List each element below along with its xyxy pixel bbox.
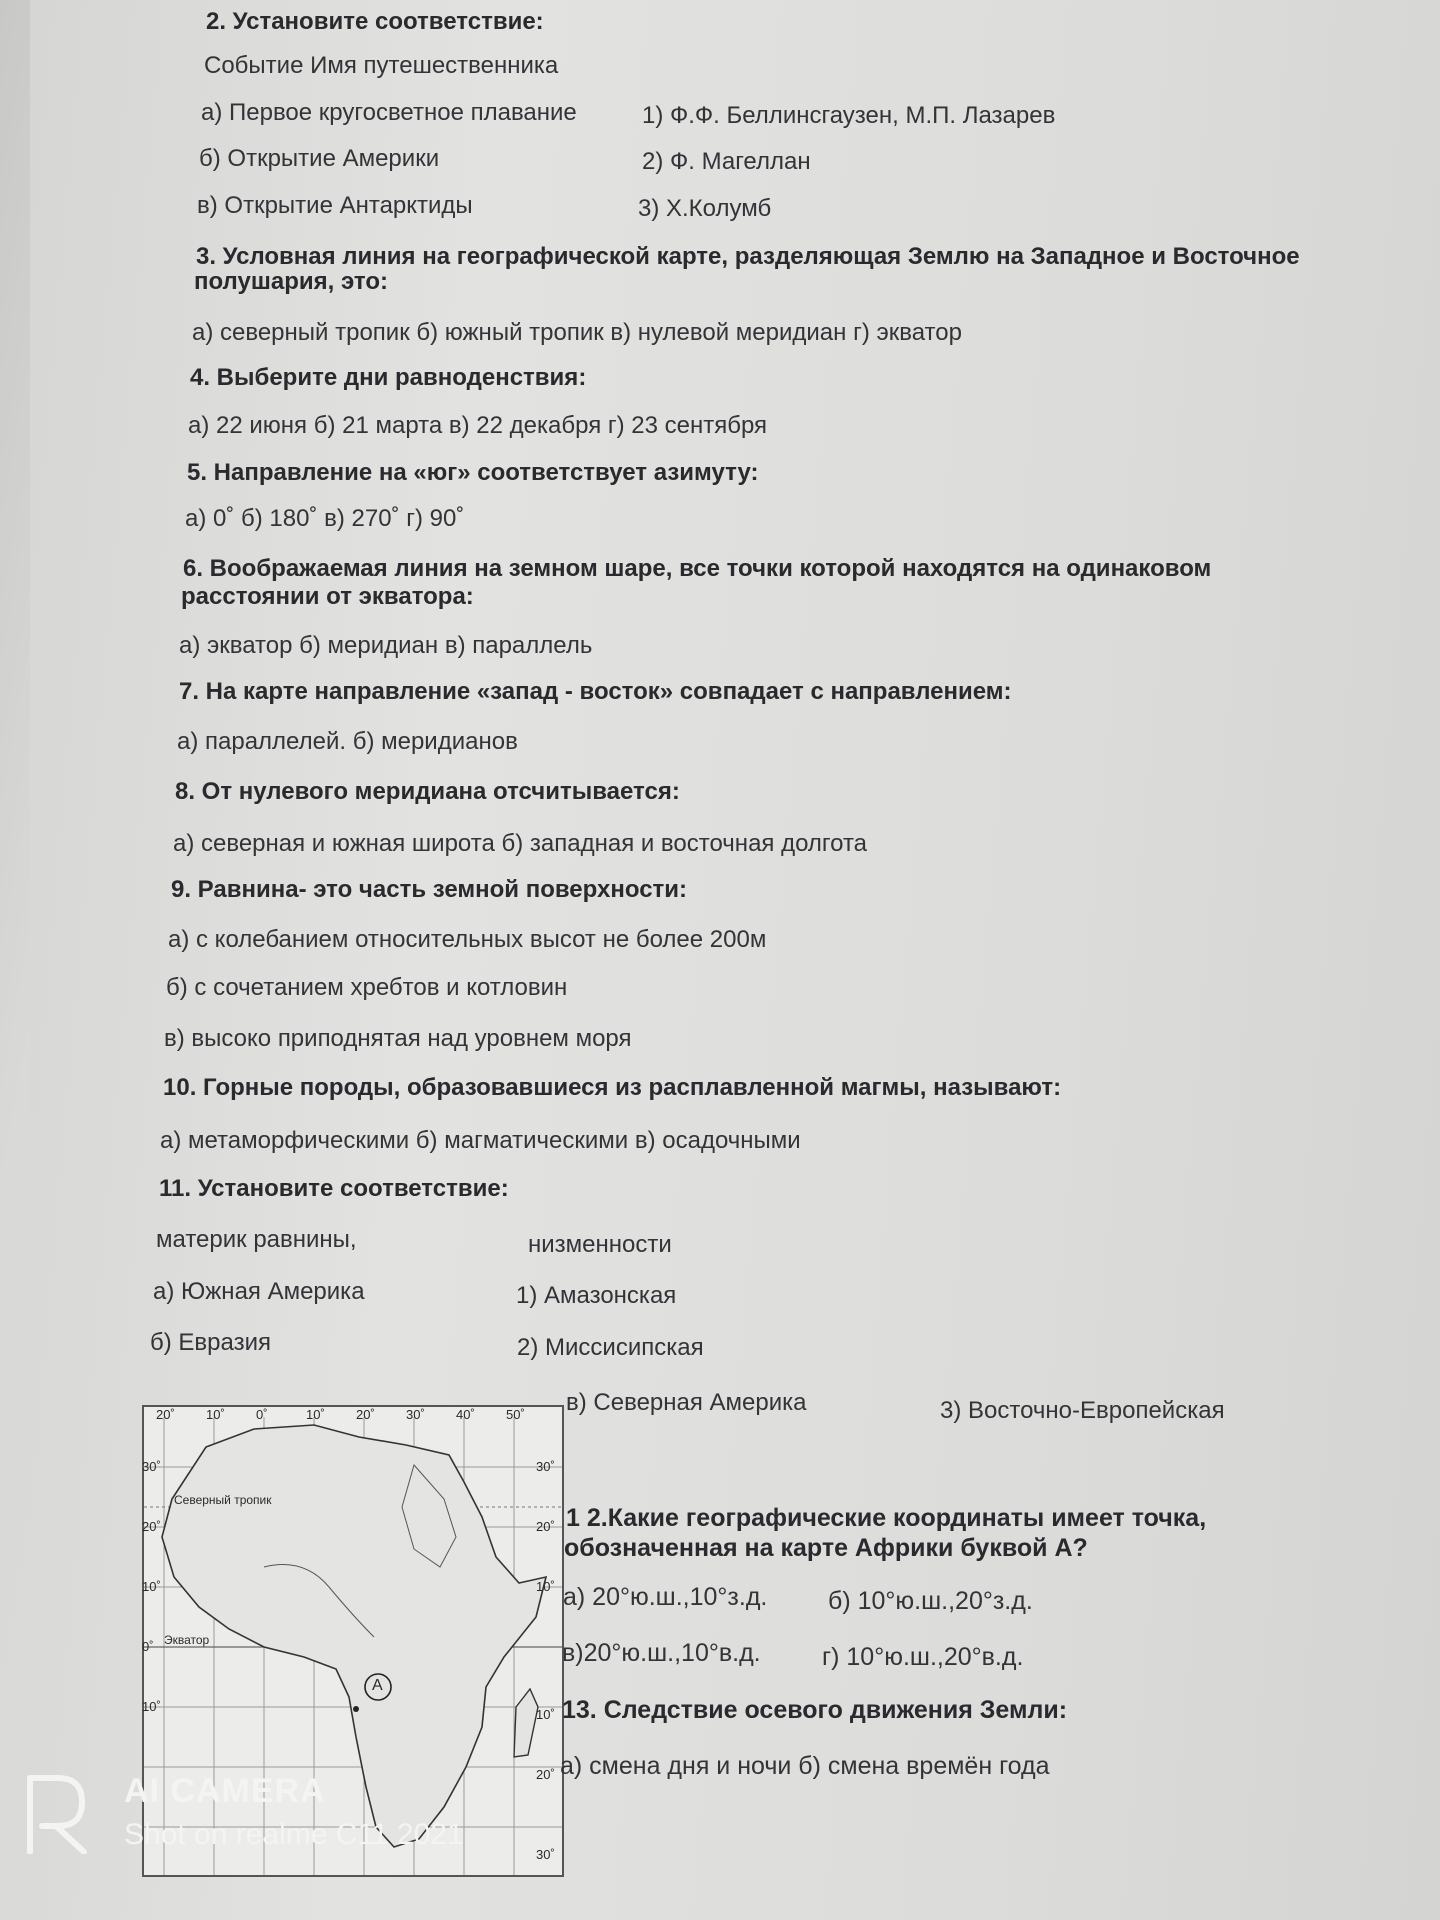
q2-right-2: 2) Ф. Магеллан	[642, 148, 811, 175]
q11-header-left: материк равнины,	[156, 1226, 357, 1253]
map-top-label: 50˚	[506, 1407, 525, 1422]
q11-left-b: б) Евразия	[150, 1329, 271, 1356]
q13-answer: а) смена дня и ночи б) смена времён года	[560, 1752, 1050, 1780]
watermark-subtitle: Shot on realme C11 2021	[124, 1818, 464, 1851]
watermark-title: AI CAMERA	[124, 1772, 326, 1810]
q9-answer-b: б) с сочетанием хребтов и котловин	[166, 974, 568, 1001]
q9-answer-c: в) высоко приподнятая над уровнем моря	[164, 1025, 632, 1052]
q3-title-1: 3. Условная линия на географической карте, разделяющая Землю на Западное и Восточное	[196, 243, 1300, 270]
q11-right-1: 1) Амазонская	[516, 1282, 677, 1309]
q2-left-c: в) Открытие Антарктиды	[197, 192, 473, 219]
map-right-label: 20˚	[536, 1767, 555, 1782]
q11-header-right: низменности	[528, 1231, 672, 1258]
map-left-label: 0˚	[142, 1639, 154, 1654]
q4-title: 4. Выберите дни равноденствия:	[190, 364, 587, 391]
map-top-label: 30˚	[406, 1407, 425, 1422]
map-top-label: 20˚	[356, 1407, 375, 1422]
q12-answer-a: а) 20°ю.ш.,10°з.д.	[563, 1583, 768, 1611]
map-equator-label: Экватор	[164, 1633, 210, 1647]
q3-title-2: полушария, это:	[194, 268, 388, 295]
q10-answer: а) метаморфическими б) магматическими в) осадочными	[160, 1127, 801, 1154]
map-top-label: 20˚	[156, 1407, 175, 1422]
q3-answer: а) северный тропик б) южный тропик в) нулевой меридиан г) экватор	[192, 319, 962, 346]
q9-answer-a: а) с колебанием относительных высот не более 200м	[168, 926, 767, 953]
map-right-label: 30˚	[536, 1847, 555, 1862]
q7-answer: а) параллелей. б) меридианов	[177, 728, 518, 755]
q11-right-2: 2) Миссисипская	[517, 1334, 704, 1361]
q5-title: 5. Направление на «юг» соответствует азимуту:	[187, 459, 759, 486]
q2-header: Событие Имя путешественника	[204, 52, 559, 79]
q11-title: 11. Установите соответствие:	[159, 1175, 509, 1202]
q12-title-2: обозначенная на карте Африки буквой А?	[564, 1534, 1088, 1562]
map-top-label: 10˚	[306, 1407, 325, 1422]
q12-title-1: 1 2.Какие географические координаты имеет точка,	[566, 1504, 1207, 1532]
q2-right-3: 3) Х.Колумб	[638, 195, 772, 222]
map-left-label: 10˚	[142, 1579, 161, 1594]
map-right-label: 10˚	[536, 1579, 555, 1594]
q11-left-c: в) Северная Америка	[566, 1389, 807, 1416]
q10-title: 10. Горные породы, образовавшиеся из расплавленной магмы, называют:	[163, 1074, 1062, 1101]
map-top-label: 0˚	[256, 1407, 268, 1422]
map-point-label: A	[372, 1677, 383, 1694]
map-top-label: 10˚	[206, 1407, 225, 1422]
q7-title: 7. На карте направление «запад - восток» совпадает с направлением:	[179, 678, 1012, 705]
q13-title: 13. Следствие осевого движения Земли:	[562, 1696, 1068, 1724]
q12-answer-b: б) 10°ю.ш.,20°з.д.	[828, 1587, 1033, 1615]
map-right-label: 30˚	[536, 1459, 555, 1474]
q12-answer-d: г) 10°ю.ш.,20°в.д.	[822, 1643, 1024, 1671]
q12-answer-c: в)20°ю.ш.,10°в.д.	[562, 1639, 761, 1667]
map-left-label: 10˚	[142, 1699, 161, 1714]
map-right-label: 10˚	[536, 1707, 555, 1722]
q9-title: 9. Равнина- это часть земной поверхности:	[171, 876, 688, 903]
q2-left-b: б) Открытие Америки	[199, 145, 440, 172]
q8-title: 8. От нулевого меридиана отсчитывается:	[175, 778, 680, 805]
q5-answer: а) 0˚ б) 180˚ в) 270˚ г) 90˚	[185, 505, 465, 532]
q6-title-1: 6. Воображаемая линия на земном шаре, все точки которой находятся на одинаковом	[183, 555, 1212, 582]
map-left-label: 20˚	[142, 1519, 161, 1534]
q2-right-1: 1) Ф.Ф. Беллинсгаузен, М.П. Лазарев	[642, 102, 1056, 129]
q2-title: 2. Установите соответствие:	[206, 8, 544, 35]
q6-answer: а) экватор б) меридиан в) параллель	[179, 632, 593, 659]
map-right-label: 20˚	[536, 1519, 555, 1534]
q8-answer: а) северная и южная широта б) западная и восточная долгота	[173, 830, 868, 857]
map-left-label: 30˚	[142, 1459, 161, 1474]
q4-answer: а) 22 июня б) 21 марта в) 22 декабря г) 23 сентября	[188, 412, 768, 439]
realme-r-icon	[22, 1770, 92, 1854]
q11-right-3: 3) Восточно-Европейская	[940, 1397, 1225, 1424]
q2-left-a: а) Первое кругосветное плавание	[201, 99, 577, 126]
map-top-label: 40˚	[456, 1407, 475, 1422]
q11-left-a: а) Южная Америка	[153, 1278, 365, 1305]
q6-title-2: расстоянии от экватора:	[181, 583, 474, 610]
map-tropic-label: Северный тропик	[174, 1493, 272, 1507]
